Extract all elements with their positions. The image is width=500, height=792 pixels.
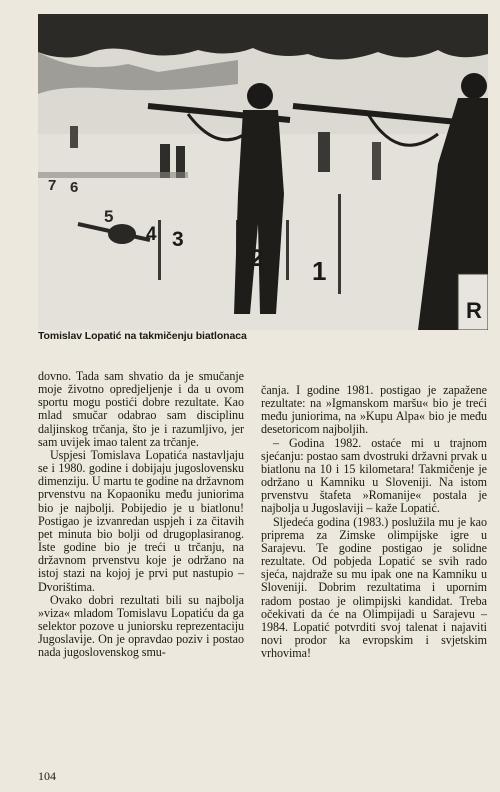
left-column (38, 370, 244, 659)
bib-number: 6 (70, 179, 79, 196)
paragraph: – Godina 1982. ostaće mi u trajnom sjećanju: postao sam dvostruki državni prvak u biatlonu na 10 i 15 kilometara! Takmičenje je održano u Kamniku u Sloveniji. Na istom prvenstvu štafeta »Romanije« postala je najbolja u Jugoslaviji – kaže Lopatić. (261, 435, 487, 516)
bib-number: 1 (312, 256, 327, 286)
biathlon-photo (38, 14, 488, 330)
bib-number: 4 (146, 224, 157, 245)
bib-number: 2 (250, 245, 264, 272)
right-column (261, 384, 487, 660)
page-number: 104 (38, 769, 56, 783)
paragraph: dovno. Tada sam shvatio da je smučanje moje životno opredjeljenje i da u ovom sportu mogu postići dobre rezultate. Kao mlad smučar odabrao sam disciplinu daljinskog trčanja, što je i razumljivo, jer sam uvijek imao talent za trčanje. (38, 369, 244, 449)
biathlon-scene (38, 14, 488, 330)
paragraph: Uspjesi Tomislava Lopatića nastavljaju se i 1980. godine i dobijaju jugoslovensku dimenziju. U martu te godine na državnom prvenstvu na Kopaoniku među juniorima bio je najbolji. Pobijedio je u biatlonu! Postigao je izvanredan uspjeh i za čitavih pet minuta bio bolji od drugoplasiranog. Iste godine bio je treći u trčanju, na državnom prvenstvu koje je održano na istoj stazi na kojoj je prvi put nastupio – Dvorištima. (38, 447, 244, 594)
bib-number: 3 (172, 228, 184, 251)
photo-caption: Tomislav Lopatić na takmičenju biatlonaca (38, 330, 247, 342)
sign-letter: R (466, 298, 482, 323)
paragraph: Ovako dobri rezultati bili su najbolja »viza« mladom Tomislavu Lopatiću da ga selektor pozove u juniorsku reprezentaciju Jugoslavije. On je opravdao poziv i postao nada jugoslovenskog smu- (38, 592, 244, 660)
paragraph: čanja. I godine 1981. postigao je zapažene rezultate: na »Igmanskom maršu« bio je treći među juniorima, na »Kupu Alpa« bio je među desetoricom najboljih. (261, 383, 487, 437)
bib-number: 5 (104, 207, 114, 226)
paragraph: Sljedeća godina (1983.) poslužila mu je kao priprema za Zimske olimpijske igre u Sarajevu. Te godine postigao je solidne rezultate. Od pobjeda Lopatić se svih rado sjeća, najdraže su mu ipak one na Kamniku u Sloveniji. Dobrim rezultatima i upornim radom postao je olimpijski kandidat. Treba očekivati da će na Olimpijadi u Sarajevu – 1984. Lopatić potvrditi svoj talenat i najaviti novi prodor ka evropskim i svjetskim vrhovima! (261, 514, 487, 661)
bib-number: 7 (48, 177, 57, 194)
